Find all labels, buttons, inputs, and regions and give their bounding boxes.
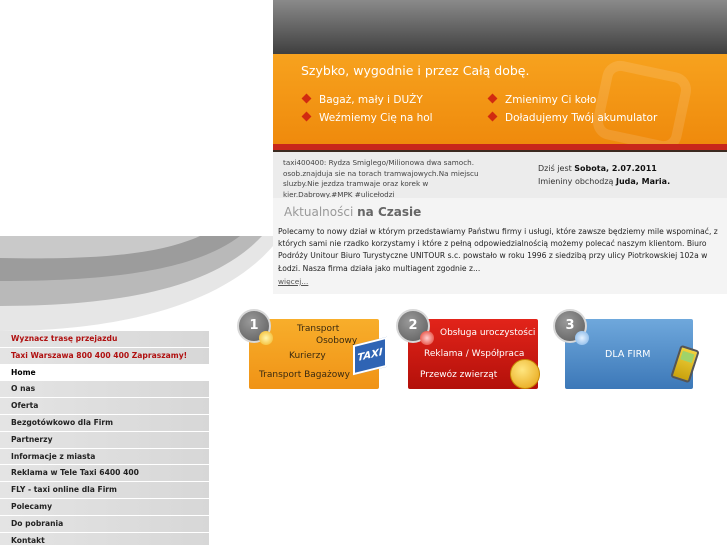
- menu-item-fly[interactable]: FLY - taxi online dla Firm: [0, 482, 209, 499]
- step-number: 2: [396, 309, 430, 343]
- glow-orb-icon: [420, 331, 434, 345]
- menu-item-home[interactable]: Home: [0, 365, 209, 382]
- service-events[interactable]: 2 Obsługa uroczystości Reklama / Współpraca Przewóz zwierząt: [408, 319, 538, 389]
- service-business[interactable]: 3 DLA FIRM: [565, 319, 693, 389]
- glow-orb-icon: [575, 331, 589, 345]
- date-box: Dziś jest Sobota, 2.07.2011 Imieniny obchodzą Juda, Maria.: [538, 164, 671, 186]
- twitter-ticker[interactable]: taxi400400: Rydza Smiglego/Milionowa dwa samoch. osob.znajduja sie na torach tramwajowych.Na miejscu sluzby.Nie jezdza tramwaje oraz korek w kier.Dabrowy.#MPK #ulicełodzi: [283, 158, 479, 199]
- menu-item-recommended[interactable]: Polecamy: [0, 499, 209, 516]
- taxi-sign-icon: TAXI: [353, 337, 387, 375]
- banner-bullet: Zmienimy Ci koło: [489, 94, 596, 106]
- today-date: Sobota, 2.07.2011: [574, 164, 657, 173]
- step-number: 1: [237, 309, 271, 343]
- coins-icon: [510, 359, 540, 389]
- news-section: [273, 198, 727, 294]
- info-area: [273, 152, 727, 198]
- menu-item-route[interactable]: Wyznacz trasę przejazdu: [0, 331, 209, 348]
- service-transport[interactable]: 1 Transport Osobowy Kurierzy Transport Bagażowy TAXI: [249, 319, 379, 389]
- read-more-link[interactable]: więcej...: [278, 277, 309, 286]
- banner-title: Szybko, wygodnie i przez Całą dobę.: [301, 63, 530, 78]
- news-text: Polecamy to nowy dział w którym przedstawiamy Państwu firmy i usługi, które zawsze będziemy mile wspominać, z których sami nie rzadko korzystamy i które z pełną odpowiedzialnością możemy polecać naszym klientom. Biuro Podróży Unitour Biuro Turystyczne UNITOUR s.c. powstało w roku 1996 z siedzibą przy ulicy Piotrkowskiej 102a w Łodzi. Nasza firma działa jako multiagent zgodnie z...: [278, 227, 718, 273]
- menu-item-warsaw[interactable]: Taxi Warszawa 800 400 400 Zapraszamy!: [0, 348, 209, 365]
- watermark-shape: [590, 58, 695, 144]
- terminal-screen: [680, 351, 694, 363]
- glow-orb-icon: [259, 331, 273, 345]
- diamond-bullet-icon: [488, 94, 498, 104]
- menu-item-cashless[interactable]: Bezgotówkowo dla Firm: [0, 415, 209, 432]
- decorative-swoosh: [0, 236, 273, 331]
- diamond-bullet-icon: [302, 94, 312, 104]
- name-day: Juda, Maria.: [616, 177, 671, 186]
- header-bar: [273, 0, 727, 54]
- step-number: 3: [553, 309, 587, 343]
- menu-item-city-info[interactable]: Informacje z miasta: [0, 449, 209, 466]
- menu-item-offer[interactable]: Oferta: [0, 398, 209, 415]
- promo-banner: [273, 54, 727, 144]
- banner-bullet: Doładujemy Twój akumulator: [489, 112, 657, 124]
- menu-item-about[interactable]: O nas: [0, 381, 209, 398]
- menu-item-contact[interactable]: Kontakt: [0, 533, 209, 545]
- terminal-icon: [670, 345, 700, 384]
- banner-bullet: Bagaż, mały i DUŻY: [303, 94, 423, 106]
- menu-item-downloads[interactable]: Do pobrania: [0, 516, 209, 533]
- news-title: Aktualności na Czasie: [284, 205, 422, 219]
- main-menu: [0, 331, 209, 545]
- diamond-bullet-icon: [488, 112, 498, 122]
- menu-item-partners[interactable]: Partnerzy: [0, 432, 209, 449]
- diamond-bullet-icon: [302, 112, 312, 122]
- menu-item-advertising[interactable]: Reklama w Tele Taxi 6400 400: [0, 465, 209, 482]
- banner-bullet: Weźmiemy Cię na hol: [303, 112, 433, 124]
